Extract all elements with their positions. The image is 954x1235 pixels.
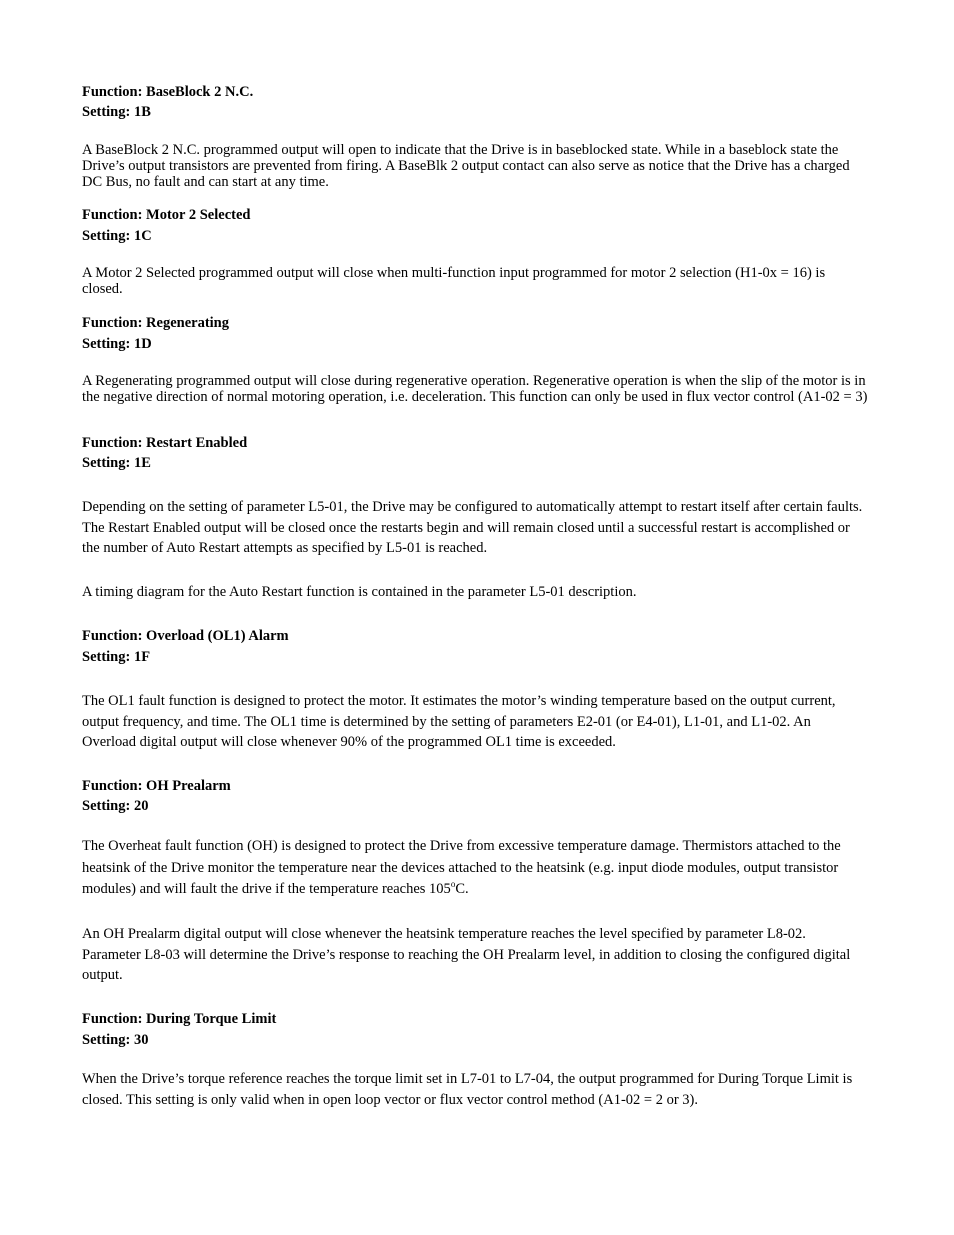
paragraph-restart-timing: A timing diagram for the Auto Restart function is contained in the parameter L5-01 description. xyxy=(82,584,637,600)
function-heading-baseblock: Function: BaseBlock 2 N.C. xyxy=(82,84,254,100)
temperature-unit: C. xyxy=(455,881,469,897)
paragraph-baseblock: A BaseBlock 2 N.C. programmed output will open to indicate that the Drive is in baseblocked state. While in a baseblock state the Drive’s output transistors are prevented from firing. A BaseBlk 2 output contact can also serve as notice that the Drive has a charged DC Bus, no fault and can start at any time. xyxy=(82,142,850,190)
paragraph-oh-prealarm: An OH Prealarm digital output will close whenever the heatsink temperature reaches the level specified by parameter L8-02. Parameter L8-03 will determine the Drive’s response to reaching the OH Prealarm level, in addition to closing the configured digital output. xyxy=(82,926,851,983)
setting-label-1f: Setting: 1F xyxy=(82,649,151,665)
overheat-text: The Overheat fault function (OH) is designed to protect the Drive from excessive temperature damage. Thermistors attached to the heatsink of the Drive monitor the temperature near the devices attached to the heatsink (e.g. input diode modules, output transistor modules) and will fault the drive if the temperature reaches 105 xyxy=(82,838,841,897)
setting-label-20: Setting: 20 xyxy=(82,798,149,814)
setting-label-1c: Setting: 1C xyxy=(82,228,152,244)
function-heading-motor2: Function: Motor 2 Selected xyxy=(82,207,251,223)
paragraph-overheat xyxy=(82,836,868,901)
setting-label-1b: Setting: 1B xyxy=(82,104,151,120)
paragraph-regenerating: A Regenerating programmed output will close during regenerative operation. Regenerative operation is when the slip of the motor is in the negative direction of normal motoring operation, i.e. deceleration. This function can only be used in flux vector control (A1-02 = 3) xyxy=(82,373,868,405)
function-heading-torque-limit: Function: During Torque Limit xyxy=(82,1011,277,1027)
setting-label-1d: Setting: 1D xyxy=(82,336,152,352)
setting-label-1e: Setting: 1E xyxy=(82,455,151,471)
setting-label-30: Setting: 30 xyxy=(82,1032,149,1048)
function-heading-restart: Function: Restart Enabled xyxy=(82,435,248,451)
paragraph-torque-limit: When the Drive’s torque reference reaches the torque limit set in L7-01 to L7-04, the output programmed for During Torque Limit is closed. This setting is only valid when in open loop vector or flux vector control method (A1-02 = 2 or 3). xyxy=(82,1071,853,1108)
degree-superscript: o xyxy=(450,879,456,889)
function-heading-regenerating: Function: Regenerating xyxy=(82,315,229,331)
paragraph-motor2: A Motor 2 Selected programmed output will close when multi-function input programmed for motor 2 selection (H1-0x = 16) is closed. xyxy=(82,265,826,297)
function-heading-overload: Function: Overload (OL1) Alarm xyxy=(82,628,289,644)
paragraph-overload: The OL1 fault function is designed to protect the motor. It estimates the motor’s winding temperature based on the output current, output frequency, and time. The OL1 time is determined by the setting of parameters E2-01 (or E4-01), L1-01, and L1-02. An Overload digital output will close whenever 90% of the programmed OL1 time is exceeded. xyxy=(82,693,836,750)
function-heading-oh-prealarm: Function: OH Prealarm xyxy=(82,778,231,794)
paragraph-restart: Depending on the setting of parameter L5-01, the Drive may be configured to automatically attempt to restart itself after certain faults. The Restart Enabled output will be closed once the restarts begin and will remain closed until a successful restart is accomplished or the number of Auto Restart attempts as specified by L5-01 is reached. xyxy=(82,499,863,556)
